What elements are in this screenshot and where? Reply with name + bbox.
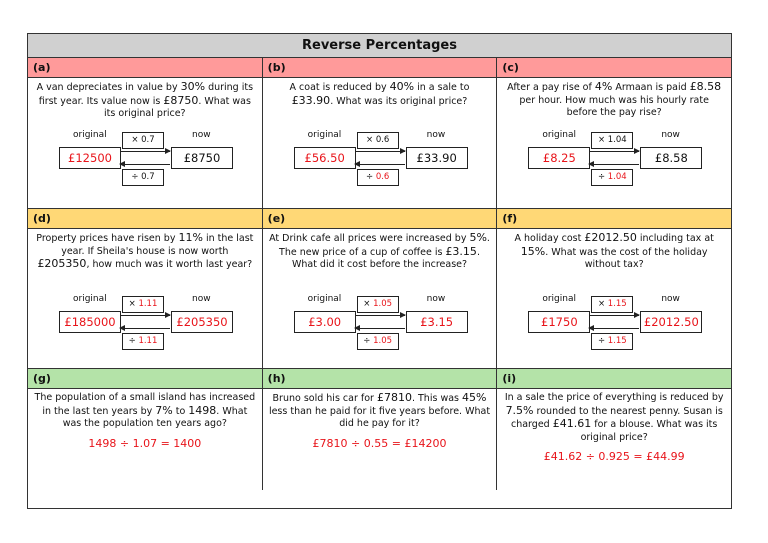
now-value-box: £2012.50 <box>640 311 702 333</box>
original-value-box: £3.00 <box>294 311 356 333</box>
multiplier-value: 1.15 <box>607 299 627 309</box>
question-part: 15% <box>520 244 546 258</box>
original-label: original <box>542 130 576 140</box>
question-part: Bruno sold his car for <box>272 393 377 404</box>
cell-g <box>28 369 263 490</box>
multiplier-diagram <box>263 294 497 352</box>
row-2 <box>28 209 731 369</box>
cell-label: (f) <box>497 209 731 229</box>
question-part: £8750 <box>163 93 199 107</box>
original-label: original <box>307 130 342 140</box>
multiplier-diagram <box>28 294 262 352</box>
row-1 <box>28 58 731 209</box>
question-part: per hour. How much was his hourly rate before the pay rise? <box>519 94 709 118</box>
question-part: , how much was it worth last year? <box>86 259 253 270</box>
now-label: now <box>192 294 211 304</box>
divide-sign: ÷ <box>365 172 376 182</box>
multiply-sign: × <box>597 299 608 309</box>
multiplier-value: 0.6 <box>375 135 390 145</box>
multiplier-box <box>357 296 399 313</box>
divisor-value: 1.15 <box>607 336 627 346</box>
question-part: less than he paid for it five years before. What did he pay for it? <box>268 405 491 429</box>
reverse-arrow <box>120 328 170 329</box>
now-label: now <box>426 294 446 304</box>
forward-arrow <box>120 151 170 152</box>
cell-label: (d) <box>28 209 262 229</box>
multiplier-box <box>591 296 633 313</box>
multiplier-diagram <box>263 130 497 188</box>
cell-label: (h) <box>263 369 497 389</box>
question-part: to <box>172 405 189 417</box>
question-part: rounded to the nearest penny. Susan is charged <box>510 405 723 430</box>
question-part: . What was its original price? <box>330 95 468 107</box>
forward-arrow <box>589 315 639 316</box>
forward-arrow <box>355 151 405 152</box>
forward-arrow <box>589 151 639 152</box>
cell-a <box>28 58 263 208</box>
question-part: . What was the cost of the holiday without tax? <box>545 246 708 270</box>
question-part: At Drink cafe all prices were increased by <box>269 233 470 244</box>
question-part: The population of a small island has increased in the last ten years by <box>34 392 256 417</box>
question-part: £33.90 <box>291 93 331 107</box>
question-part: for a blouse. What was its original price? <box>580 419 718 443</box>
original-value-box: £185000 <box>59 311 121 333</box>
divisor-box <box>591 333 633 350</box>
question-part: Armaan is paid <box>612 82 690 93</box>
divide-sign: ÷ <box>597 336 608 346</box>
question-part: 7.5% <box>505 403 534 417</box>
worksheet <box>27 33 732 509</box>
question-part: . What was the population ten years ago? <box>62 405 248 429</box>
cell-d <box>28 209 263 368</box>
question-part: £205350 <box>37 257 87 270</box>
reverse-arrow <box>355 328 405 329</box>
now-value-box: £33.90 <box>406 147 468 169</box>
divisor-value: 1.04 <box>607 172 627 182</box>
forward-arrow <box>355 315 405 316</box>
question-part: In a sale the price of everything is reduced by <box>504 392 724 403</box>
question-part: A van depreciates in value by <box>36 82 181 93</box>
question-part: 11% <box>178 231 203 244</box>
multiply-sign: × <box>363 299 374 309</box>
now-label: now <box>661 294 680 304</box>
question-part: 5% <box>469 231 487 244</box>
question-part: during its first year. Its value now is <box>38 82 254 107</box>
cell-h <box>263 369 498 490</box>
original-label: original <box>73 294 107 304</box>
question-text <box>28 229 262 272</box>
multiplier-diagram <box>28 130 262 188</box>
original-label: original <box>73 130 107 140</box>
question-text <box>263 229 497 272</box>
question-part: After a pay rise of <box>507 82 595 93</box>
question-part: £7810 <box>376 391 412 404</box>
cell-c <box>497 58 731 208</box>
question-part: £8.58 <box>689 80 722 93</box>
question-part: A holiday cost <box>514 233 585 244</box>
question-part: £41.61 <box>552 417 592 430</box>
question-text <box>497 389 731 444</box>
question-part: . What did it cost before the increase? <box>291 246 480 270</box>
multiply-sign: × <box>365 135 376 145</box>
question-text <box>263 389 497 431</box>
question-text <box>28 78 262 121</box>
cell-b <box>263 58 498 208</box>
now-value-box: £3.15 <box>406 311 468 333</box>
multiplier-box <box>357 132 399 149</box>
question-part: 4% <box>594 80 613 93</box>
multiplier-value: 0.7 <box>141 135 155 145</box>
cell-label: (a) <box>28 58 262 78</box>
worked-answer: £7810 ÷ 0.55 = £14200 <box>312 436 447 450</box>
divisor-box <box>122 169 164 186</box>
question-part: £2012.50 <box>584 231 637 244</box>
question-text <box>28 389 262 431</box>
cell-label: (g) <box>28 369 262 389</box>
reverse-arrow <box>589 328 639 329</box>
cell-i <box>497 369 731 490</box>
now-value-box: £8.58 <box>640 147 702 169</box>
cell-e <box>263 209 498 368</box>
multiply-sign: × <box>128 299 139 309</box>
cell-label: (i) <box>497 369 731 389</box>
original-value-box: £12500 <box>59 147 121 169</box>
divisor-box <box>357 333 399 350</box>
reverse-arrow <box>355 164 405 165</box>
question-part: . What was its original price? <box>104 95 251 119</box>
now-label: now <box>661 130 680 140</box>
reverse-arrow <box>589 164 639 165</box>
multiplier-value: 1.04 <box>607 135 627 145</box>
divide-sign: ÷ <box>131 172 142 182</box>
question-part: 40% <box>389 80 415 93</box>
divisor-value: 1.05 <box>373 336 393 346</box>
cell-label: (b) <box>263 58 497 78</box>
multiplier-diagram <box>497 294 731 352</box>
question-part: Property prices have risen by <box>36 233 179 244</box>
forward-arrow <box>120 315 170 316</box>
row-3 <box>28 369 731 490</box>
multiply-sign: × <box>131 135 142 145</box>
reverse-arrow <box>120 164 170 165</box>
divisor-box <box>122 333 164 350</box>
divisor-value: 0.6 <box>375 172 390 182</box>
question-part: in a sale to <box>414 82 470 93</box>
multiplier-box <box>122 296 164 313</box>
now-label: now <box>192 130 211 140</box>
question-text <box>497 229 731 272</box>
cell-label: (c) <box>497 58 731 78</box>
divisor-box <box>357 169 399 186</box>
now-value-box: £8750 <box>171 147 233 169</box>
divisor-value: 1.11 <box>138 336 158 346</box>
question-part: 1498 <box>188 403 217 417</box>
original-label: original <box>542 294 576 304</box>
question-part: 7% <box>155 403 173 417</box>
cell-label: (e) <box>263 209 497 229</box>
original-value-box: £1750 <box>528 311 590 333</box>
multiplier-value: 1.05 <box>373 299 393 309</box>
worksheet-title: Reverse Percentages <box>28 34 731 58</box>
question-part: 30% <box>180 80 206 93</box>
divisor-value: 0.7 <box>141 172 155 182</box>
question-part: £3.15 <box>445 244 477 258</box>
multiplier-box <box>122 132 164 149</box>
multiplier-diagram <box>497 130 731 188</box>
divide-sign: ÷ <box>128 336 139 346</box>
cell-f <box>497 209 731 368</box>
original-label: original <box>307 294 342 304</box>
question-text <box>497 78 731 120</box>
question-part: A coat is reduced by <box>289 82 390 93</box>
question-part: . This was <box>411 393 463 404</box>
original-value-box: £56.50 <box>294 147 356 169</box>
worked-answer: £41.62 ÷ 0.925 = £44.99 <box>543 450 685 463</box>
question-part: . The new price of a cup of coffee is <box>279 233 490 258</box>
now-value-box: £205350 <box>171 311 233 333</box>
divide-sign: ÷ <box>363 336 374 346</box>
question-part: 45% <box>462 391 487 404</box>
multiply-sign: × <box>597 135 608 145</box>
multiplier-value: 1.11 <box>138 299 158 309</box>
worked-answer: 1498 ÷ 1.07 = 1400 <box>88 436 202 450</box>
divide-sign: ÷ <box>597 172 608 182</box>
question-text <box>263 78 497 108</box>
question-part: including tax at <box>636 233 714 244</box>
now-label: now <box>426 130 446 140</box>
original-value-box: £8.25 <box>528 147 590 169</box>
multiplier-box <box>591 132 633 149</box>
divisor-box <box>591 169 633 186</box>
question-part: in the last year. If Sheila's house is now worth <box>61 233 254 257</box>
